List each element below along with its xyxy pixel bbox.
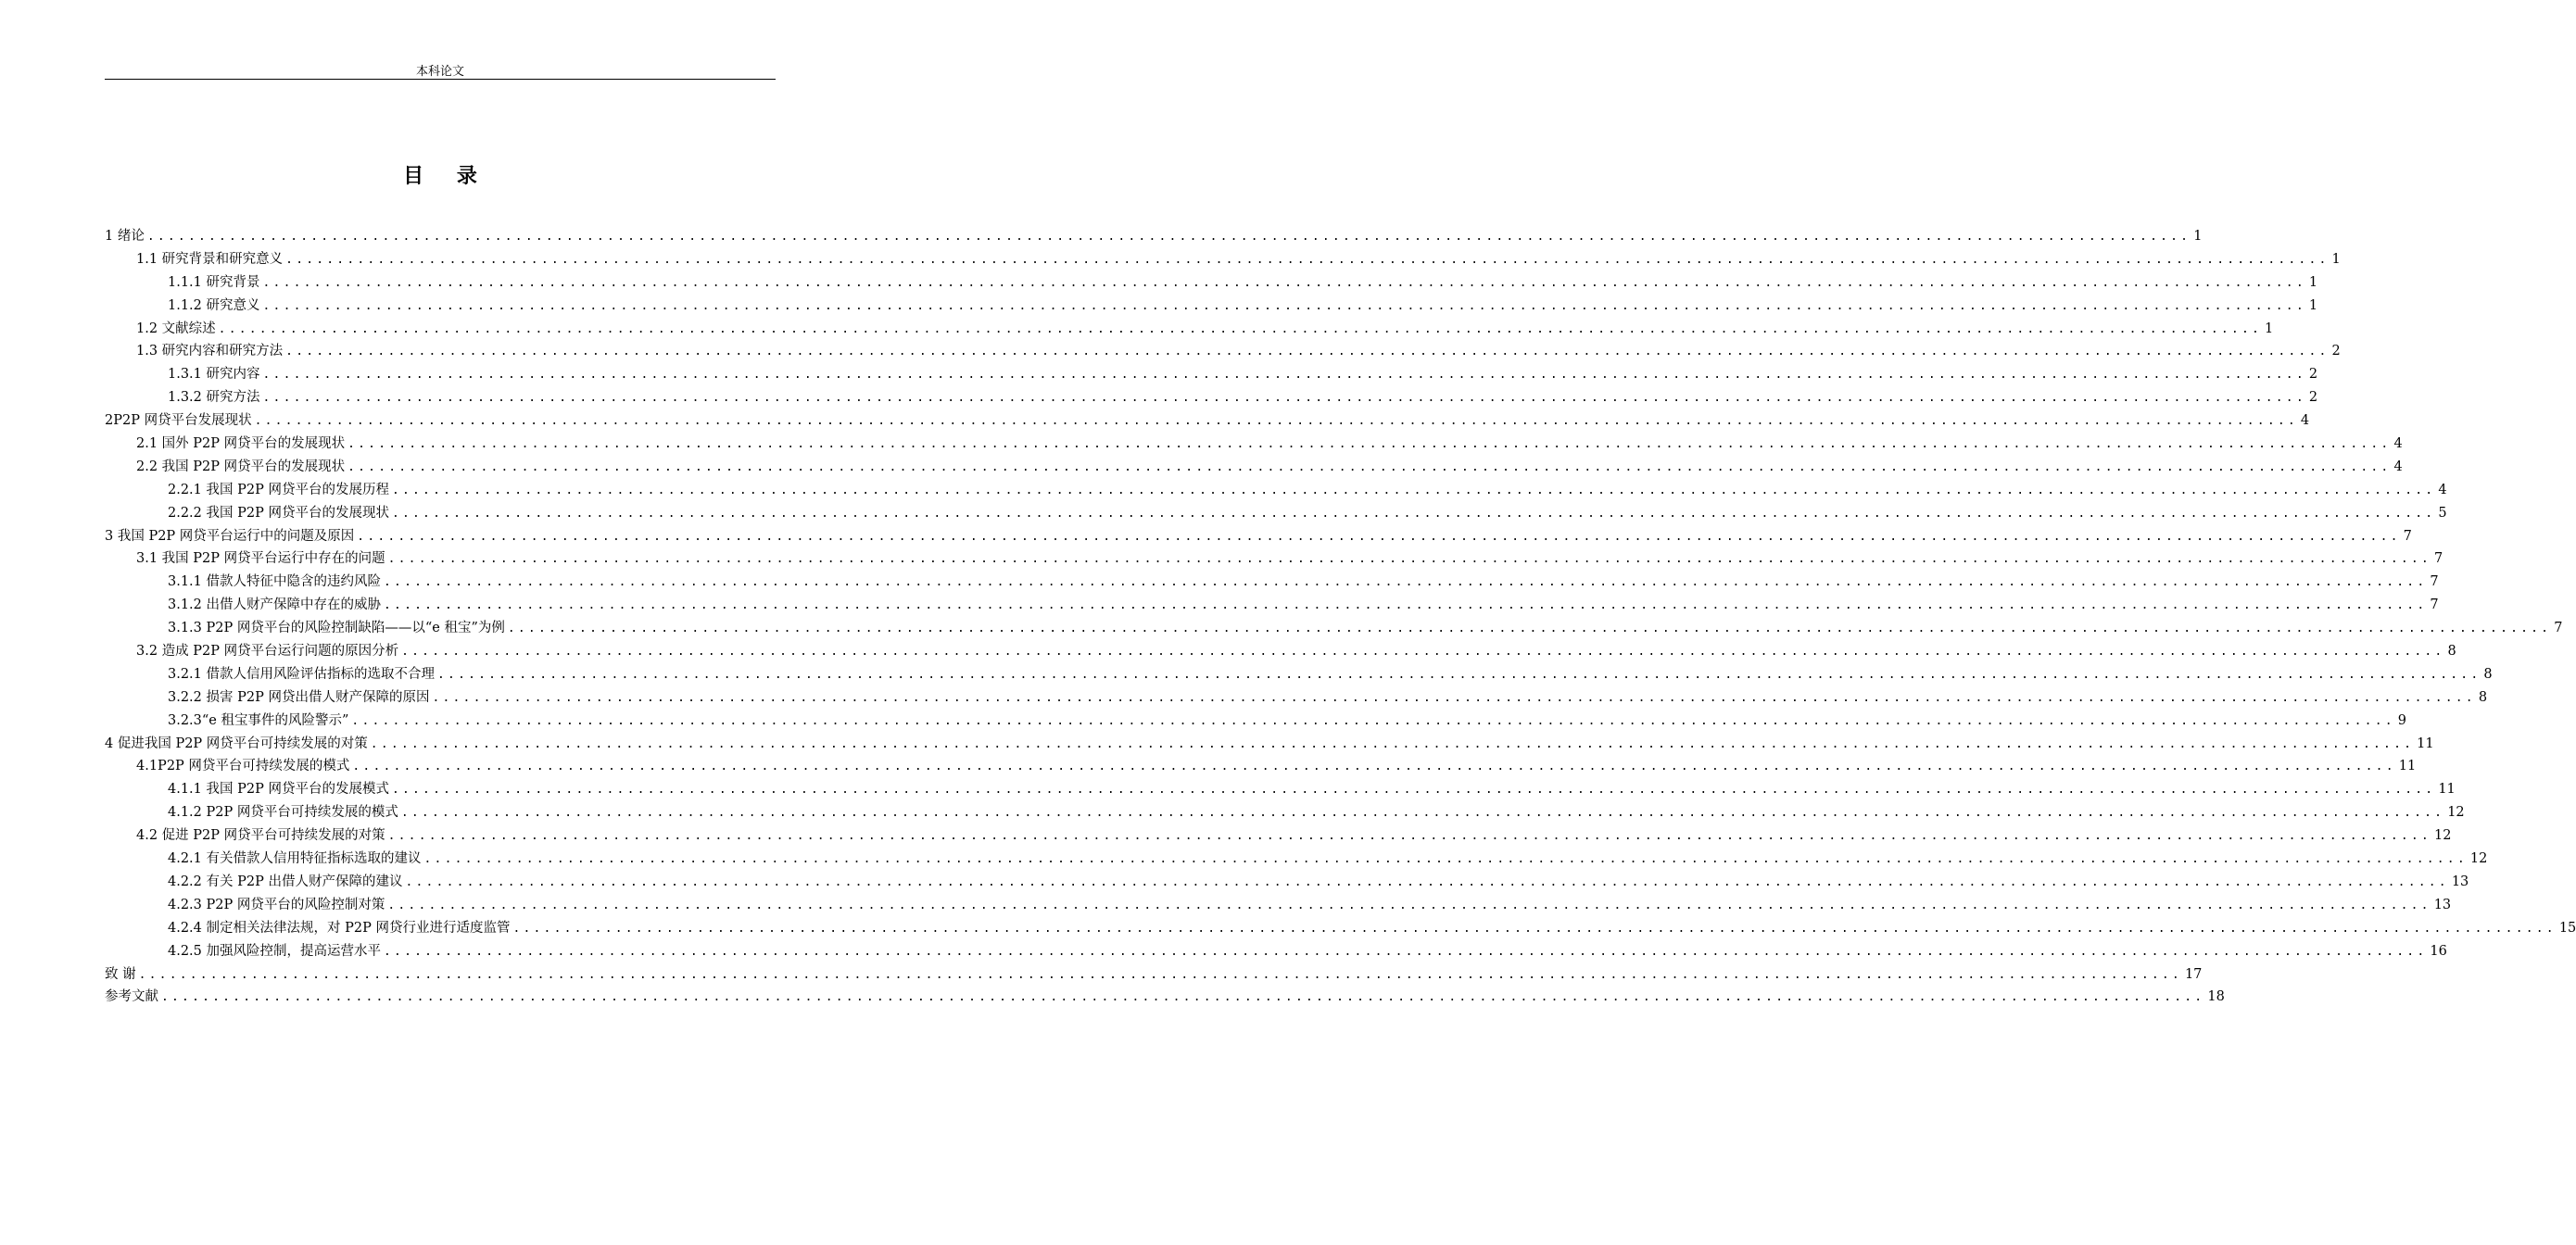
toc-leader-dots: ........................................................................................................................................................................................................ [437, 667, 2481, 682]
toc-entry-page: 8 [2447, 644, 2456, 660]
toc-entry-page: 17 [2184, 966, 2203, 982]
toc-leader-dots: ........................................................................................................................................................................................................ [285, 345, 2330, 359]
toc-entry-title: 3.1.3 P2P 网贷平台的风险控制缺陷——以“e 租宝”为例 [168, 621, 505, 636]
toc-entry-page: 11 [2398, 759, 2417, 774]
toc-entry[interactable] [105, 848, 2488, 871]
toc-entry-page: 13 [2451, 874, 2469, 889]
toc-entry[interactable] [105, 386, 2318, 409]
toc-leader-dots: ........................................................................................................................................................................................................ [391, 783, 2436, 798]
toc-leader-dots: ........................................................................................................................................................................................................ [254, 414, 2298, 429]
toc-entry-title: 1.2 文献综述 [136, 321, 216, 336]
toc-entry-title: 1.1 研究背景和研究意义 [136, 251, 284, 267]
toc-entry-page: 7 [2403, 528, 2412, 544]
toc-leader-dots: ........................................................................................................................................................................................................ [387, 898, 2431, 912]
toc-entry[interactable] [105, 824, 2452, 848]
toc-entry-page: 13 [2433, 897, 2452, 912]
table-of-contents [105, 225, 2576, 1009]
toc-leader-dots: ........................................................................................................................................................................................................ [352, 760, 2396, 774]
toc-entry-title: 1.3.2 研究方法 [168, 390, 260, 406]
toc-entry-page: 1 [2308, 297, 2318, 313]
toc-entry-page: 1 [2331, 251, 2341, 267]
toc-entry[interactable] [105, 456, 2403, 479]
toc-entry-title: 1.1.1 研究背景 [168, 274, 260, 290]
toc-leader-dots: ........................................................................................................................................................................................................ [262, 391, 2306, 406]
toc-entry-title: 3.2 造成 P2P 网贷平台运行问题的原因分析 [136, 644, 399, 660]
toc-entry-title: 1.1.2 研究意义 [168, 297, 260, 313]
header-rule [105, 79, 776, 80]
toc-entry[interactable] [105, 686, 2488, 710]
toc-leader-dots: ........................................................................................................................................................................................................ [384, 598, 2428, 613]
toc-entry-page: 1 [2193, 229, 2203, 244]
toc-entry-title: 2.1 国外 P2P 网贷平台的发展现状 [136, 436, 346, 452]
toc-entry[interactable] [105, 433, 2403, 456]
toc-entry[interactable] [105, 409, 2310, 433]
toc-leader-dots: ........................................................................................................................................................................................................ [138, 967, 2182, 982]
toc-entry[interactable] [105, 594, 2439, 617]
toc-entry-title: 3.2.1 借款人信用风险评估指标的选取不合理 [168, 666, 436, 682]
toc-entry-title: 致 谢 [105, 966, 136, 982]
toc-leader-dots: ........................................................................................................................................................................................................ [405, 874, 2449, 889]
toc-entry-page: 11 [2438, 782, 2456, 798]
toc-leader-dots: ........................................................................................................................................................................................................ [218, 321, 2263, 336]
toc-entry-title: 3.1 我国 P2P 网贷平台运行中存在的问题 [136, 551, 385, 567]
toc-entry-title: 4.1.2 P2P 网贷平台可持续发展的模式 [168, 805, 398, 821]
toc-entry-page: 18 [2207, 989, 2225, 1005]
toc-entry[interactable] [105, 363, 2318, 386]
toc-entry-page: 4 [2393, 459, 2403, 474]
toc-entry[interactable] [105, 755, 2417, 778]
toc-entry[interactable] [105, 710, 2406, 733]
toc-leader-dots: ........................................................................................................................................................................................................ [512, 921, 2557, 936]
toc-entry-page: 8 [2478, 689, 2488, 705]
toc-leader-dots: ........................................................................................................................................................................................................ [370, 736, 2415, 751]
toc-entry-title: 4.2 促进 P2P 网贷平台可持续发展的对策 [136, 828, 385, 844]
toc-entry-title: 2.2.2 我国 P2P 网贷平台的发展现状 [168, 505, 389, 521]
toc-leader-dots: ........................................................................................................................................................................................................ [285, 252, 2330, 267]
toc-entry-title: 4.2.2 有关 P2P 出借人财产保障的建议 [168, 874, 403, 889]
toc-entry-page: 4 [2393, 436, 2403, 452]
toc-leader-dots: ........................................................................................................................................................................................................ [347, 459, 2392, 474]
toc-entry-title: 4.2.3 P2P 网贷平台的风险控制对策 [168, 897, 385, 912]
toc-entry[interactable] [105, 640, 2456, 663]
toc-entry[interactable] [105, 502, 2447, 525]
toc-entry-page: 8 [2483, 666, 2493, 682]
toc-entry[interactable] [105, 986, 2225, 1009]
toc-entry-title: 3.1.1 借款人特征中隐含的违约风险 [168, 574, 382, 590]
page-header: 本科论文 [415, 65, 464, 79]
toc-entry[interactable] [105, 225, 2203, 248]
toc-entry-page: 15 [2558, 920, 2576, 936]
toc-entry-title: 1.3.1 研究内容 [168, 367, 260, 383]
toc-entry-page: 7 [2430, 597, 2439, 613]
toc-entry[interactable] [105, 248, 2341, 271]
toc-entry-page: 1 [2308, 274, 2318, 290]
toc-leader-dots: ........................................................................................................................................................................................................ [262, 368, 2306, 383]
toc-entry-page: 2 [2308, 367, 2318, 383]
toc-entry-title: 4.2.5 加强风险控制，提高运营水平 [168, 943, 382, 959]
toc-leader-dots: ........................................................................................................................................................................................................ [347, 437, 2392, 452]
toc-entry-page: 16 [2430, 943, 2447, 959]
toc-leader-dots: ........................................................................................................................................................................................................ [401, 645, 2445, 660]
toc-entry-page: 12 [2469, 851, 2488, 867]
toc-entry[interactable] [105, 871, 2469, 894]
toc-leader-dots: ........................................................................................................................................................................................................ [387, 829, 2431, 844]
toc-entry-title: 3.2.3“e 租宝事件的风险警示” [168, 712, 349, 728]
toc-entry-title: 3 我国 P2P 网贷平台运行中的问题及原因 [105, 528, 355, 544]
toc-leader-dots: ........................................................................................................................................................................................................ [384, 944, 2428, 959]
toc-entry[interactable] [105, 917, 2576, 940]
toc-entry[interactable] [105, 940, 2447, 963]
toc-leader-dots: ........................................................................................................................................................................................................ [161, 990, 2205, 1005]
toc-title: 目 录 [403, 165, 490, 188]
toc-leader-dots: ........................................................................................................................................................................................................ [262, 275, 2306, 290]
toc-entry-page: 4 [2438, 482, 2447, 497]
toc-entry-title: 2.2 我国 P2P 网贷平台的发展现状 [136, 459, 346, 474]
toc-leader-dots: ........................................................................................................................................................................................................ [384, 575, 2428, 590]
toc-leader-dots: ........................................................................................................................................................................................................ [507, 622, 2552, 636]
toc-entry-page: 5 [2438, 505, 2447, 521]
toc-entry-page: 1 [2265, 321, 2274, 336]
toc-entry-title: 3.1.2 出借人财产保障中存在的威胁 [168, 597, 382, 613]
toc-entry[interactable] [105, 617, 2563, 640]
toc-entry[interactable] [105, 479, 2447, 502]
toc-entry[interactable] [105, 571, 2439, 594]
toc-entry-title: 2.2.1 我国 P2P 网贷平台的发展历程 [168, 482, 389, 497]
toc-leader-dots: ........................................................................................................................................................................................................ [423, 852, 2468, 867]
toc-entry-title: 4.1P2P 网贷平台可持续发展的模式 [136, 759, 350, 774]
toc-entry-title: 4.1.1 我国 P2P 网贷平台的发展模式 [168, 782, 389, 798]
toc-entry-page: 9 [2397, 712, 2406, 728]
toc-entry-page: 2 [2331, 344, 2341, 359]
toc-entry-title: 参考文献 [105, 989, 158, 1005]
toc-entry[interactable] [105, 963, 2203, 987]
toc-entry-page: 7 [2430, 574, 2439, 590]
toc-entry[interactable] [105, 894, 2452, 917]
toc-leader-dots: ........................................................................................................................................................................................................ [262, 298, 2306, 313]
toc-entry-title: 4 促进我国 P2P 网贷平台可持续发展的对策 [105, 736, 368, 751]
toc-entry[interactable] [105, 525, 2412, 548]
toc-entry-page: 7 [2433, 551, 2443, 567]
toc-entry-page: 7 [2554, 621, 2563, 636]
toc-entry[interactable] [105, 340, 2341, 363]
toc-entry[interactable] [105, 295, 2318, 318]
toc-entry-title: 4.2.4 制定相关法律法规，对 P2P 网贷行业进行适度监管 [168, 920, 511, 936]
toc-entry-title: 2P2P 网贷平台发展现状 [105, 413, 252, 429]
toc-leader-dots: ........................................................................................................................................................................................................ [387, 552, 2431, 567]
toc-leader-dots: ........................................................................................................................................................................................................ [432, 690, 2476, 705]
toc-leader-dots: ........................................................................................................................................................................................................ [146, 230, 2191, 244]
toc-entry[interactable] [105, 271, 2318, 295]
toc-entry[interactable] [105, 547, 2443, 571]
toc-entry[interactable] [105, 733, 2434, 756]
toc-leader-dots: ........................................................................................................................................................................................................ [391, 506, 2436, 521]
toc-entry-title: 1 绪论 [105, 229, 145, 244]
toc-entry-page: 2 [2308, 390, 2318, 406]
toc-entry[interactable] [105, 663, 2493, 686]
toc-entry-page: 12 [2433, 828, 2452, 844]
toc-entry-title: 3.2.2 损害 P2P 网贷出借人财产保障的原因 [168, 689, 430, 705]
toc-leader-dots: ........................................................................................................................................................................................................ [351, 713, 2395, 728]
toc-entry-page: 4 [2300, 413, 2310, 429]
toc-entry-page: 11 [2417, 736, 2434, 751]
toc-entry-title: 4.2.1 有关借款人信用特征指标选取的建议 [168, 851, 422, 867]
toc-leader-dots: ........................................................................................................................................................................................................ [391, 483, 2436, 497]
toc-entry[interactable] [105, 778, 2456, 801]
toc-entry-title: 1.3 研究内容和研究方法 [136, 344, 284, 359]
toc-leader-dots: ........................................................................................................................................................................................................ [357, 529, 2401, 544]
toc-entry[interactable] [105, 801, 2465, 824]
toc-entry[interactable] [105, 318, 2274, 341]
toc-entry-page: 12 [2447, 805, 2465, 821]
toc-leader-dots: ........................................................................................................................................................................................................ [400, 806, 2445, 821]
